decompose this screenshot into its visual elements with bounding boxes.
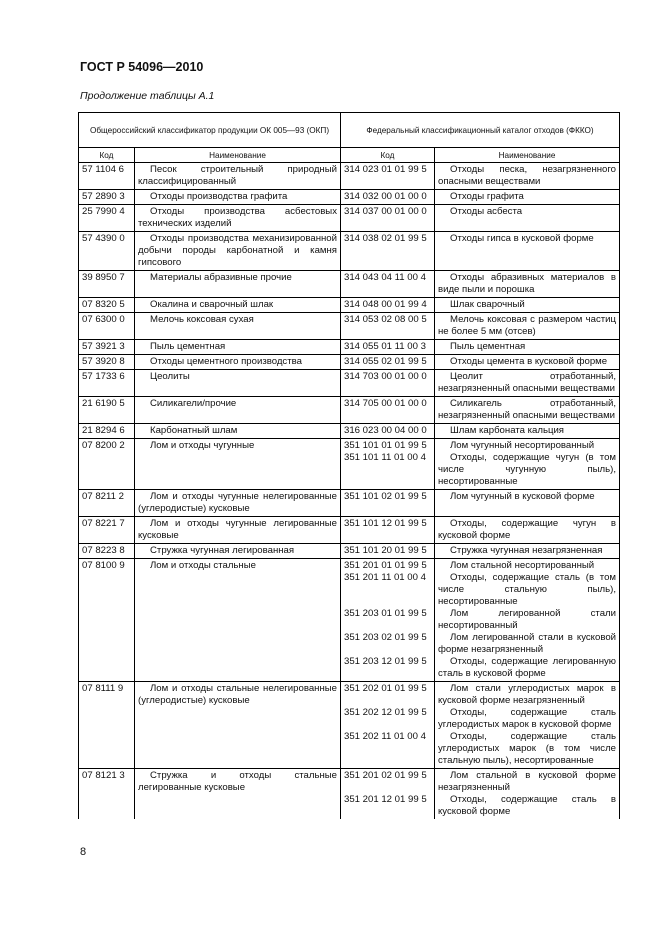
fkko-code: 351 203 01 01 99 5 — [344, 608, 427, 619]
okp-code-cell: 07 6300 0 — [79, 313, 135, 340]
fkko-name: Мелочь коксовая с размером частиц не более 5 мм (отсев) — [438, 314, 617, 337]
fkko-name: Отходы цемента в кусковой форме — [450, 356, 608, 367]
fkko-code: 351 202 01 01 99 5 — [344, 683, 427, 694]
fkko-code: 316 023 00 04 00 0 — [344, 425, 427, 436]
fkko-name-cell — [435, 205, 620, 232]
fkko-code-cell — [341, 271, 435, 298]
table-row — [79, 682, 620, 769]
okp-name-cell: Карбонатный шлам — [135, 424, 341, 439]
okp-code-cell: 07 8100 9 — [79, 559, 135, 682]
okp-code-cell: 07 8223 8 — [79, 544, 135, 559]
fkko-code-cell — [341, 424, 435, 439]
okp-name-cell: Пыль цементная — [135, 340, 341, 355]
fkko-name: Отходы графита — [450, 191, 524, 202]
okp-code-cell: 39 8950 7 — [79, 271, 135, 298]
okp-name-cell: Песок строительный природный классифицированный — [135, 163, 341, 190]
table-row — [79, 163, 620, 190]
fkko-name-cell — [435, 355, 620, 370]
table-row — [79, 544, 620, 559]
fkko-name: Стружка чугунная незагрязненная — [450, 545, 603, 556]
fkko-code-cell — [341, 205, 435, 232]
document-standard-id: ГОСТ Р 54096—2010 — [80, 60, 204, 74]
fkko-name: Шлам карбоната кальция — [450, 425, 564, 436]
fkko-code: 314 053 02 08 00 5 — [344, 314, 427, 325]
fkko-name-cell — [435, 340, 620, 355]
fkko-group-header: Федеральный классификационный каталог отходов (ФККО) — [341, 113, 620, 148]
table-row — [79, 205, 620, 232]
okp-code-cell: 57 3921 3 — [79, 340, 135, 355]
fkko-name-cell — [435, 163, 620, 190]
okp-code-cell: 25 7990 4 — [79, 205, 135, 232]
okp-name-cell: Отходы производства асбестовых технических изделий — [135, 205, 341, 232]
classification-table — [78, 112, 620, 819]
okp-name-header: Наименование — [135, 148, 341, 163]
fkko-name-cell — [435, 271, 620, 298]
okp-name-cell: Лом и отходы чугунные — [135, 439, 341, 490]
fkko-name: Отходы гипса в кусковой форме — [450, 233, 594, 244]
fkko-name: Лом стальной несортированный — [450, 560, 595, 571]
fkko-code-cell — [341, 769, 435, 820]
fkko-name: Лом легированной стали несортированный — [438, 608, 617, 631]
fkko-code: 351 203 12 01 99 5 — [344, 656, 427, 667]
fkko-name: Пыль цементная — [450, 341, 526, 352]
fkko-name: Отходы, содержащие чугун в кусковой форме — [438, 518, 617, 541]
okp-name-cell: Мелочь коксовая сухая — [135, 313, 341, 340]
table-row — [79, 397, 620, 424]
table-row — [79, 313, 620, 340]
fkko-name: Отходы абразивных материалов в виде пыли и порошка — [438, 272, 617, 295]
fkko-name: Отходы песка, незагрязненного опасными веществами — [438, 164, 617, 187]
okp-code-cell: 57 2890 3 — [79, 190, 135, 205]
fkko-code-cell — [341, 397, 435, 424]
fkko-code: 351 201 01 01 99 5 — [344, 560, 427, 571]
okp-code-header: Код — [79, 148, 135, 163]
fkko-code: 314 705 00 01 00 0 — [344, 398, 427, 409]
fkko-name: Лом чугунный несортированный — [450, 440, 595, 451]
table-row — [79, 232, 620, 271]
okp-code-cell: 07 8221 7 — [79, 517, 135, 544]
fkko-code-cell — [341, 313, 435, 340]
table-row — [79, 490, 620, 517]
fkko-code-cell — [341, 163, 435, 190]
fkko-code-cell — [341, 190, 435, 205]
okp-name-cell: Лом и отходы чугунные легированные кусковые — [135, 517, 341, 544]
fkko-code: 314 048 00 01 99 4 — [344, 299, 427, 310]
fkko-name: Лом чугунный в кусковой форме — [450, 491, 595, 502]
table-row — [79, 355, 620, 370]
fkko-code: 351 101 12 01 99 5 — [344, 518, 427, 529]
fkko-code-cell — [341, 517, 435, 544]
table-row — [79, 439, 620, 490]
okp-group-header: Общероссийский классификатор продукции ОК 005—93 (ОКП) — [79, 113, 341, 148]
okp-code-cell: 07 8320 5 — [79, 298, 135, 313]
table-row — [79, 424, 620, 439]
fkko-code: 314 055 01 11 00 3 — [344, 341, 426, 352]
table-body — [79, 163, 620, 820]
fkko-name: Отходы, содержащие чугун (в том числе чугунную пыль), несортированные — [438, 452, 617, 487]
fkko-code: 351 201 02 01 99 5 — [344, 770, 427, 781]
fkko-name: Отходы, содержащие сталь углеродистых марок (в том числе стальную пыль), несортированные — [438, 731, 617, 766]
fkko-name-cell — [435, 190, 620, 205]
fkko-name: Отходы, содержащие сталь (в том числе стальную пыль), несортированные — [438, 572, 617, 607]
fkko-name-cell — [435, 298, 620, 313]
fkko-name-cell — [435, 559, 620, 682]
fkko-name: Цеолит отработанный, незагрязненный опасными веществами — [438, 371, 617, 394]
table-row — [79, 271, 620, 298]
fkko-code-cell — [341, 544, 435, 559]
okp-name-cell: Отходы производства графита — [135, 190, 341, 205]
fkko-code-cell — [341, 439, 435, 490]
fkko-code: 314 037 00 01 00 0 — [344, 206, 427, 217]
okp-name-cell: Лом и отходы стальные нелегированные (углеродистые) кусковые — [135, 682, 341, 769]
table-continuation-caption: Продолжение таблицы А.1 — [80, 90, 215, 102]
table-row — [79, 769, 620, 820]
fkko-name-cell — [435, 517, 620, 544]
fkko-name-cell — [435, 313, 620, 340]
fkko-name-cell — [435, 370, 620, 397]
okp-name-cell: Материалы абразивные прочие — [135, 271, 341, 298]
fkko-name: Лом стали углеродистых марок в кусковой форме незагрязненный — [438, 683, 617, 706]
table-row — [79, 340, 620, 355]
okp-name-cell: Стружка чугунная легированная — [135, 544, 341, 559]
okp-code-cell: 07 8200 2 — [79, 439, 135, 490]
fkko-code: 314 032 00 01 00 0 — [344, 191, 427, 202]
fkko-name-cell — [435, 769, 620, 820]
fkko-name-cell — [435, 424, 620, 439]
fkko-name-cell — [435, 682, 620, 769]
fkko-name: Отходы асбеста — [450, 206, 523, 217]
fkko-code: 351 203 02 01 99 5 — [344, 632, 427, 643]
fkko-name: Отходы, содержащие сталь в кусковой форме — [438, 794, 617, 817]
okp-code-cell: 57 1104 6 — [79, 163, 135, 190]
fkko-name: Отходы, содержащие легированную сталь в кусковой форме — [438, 656, 617, 679]
okp-name-cell: Стружка и отходы стальные легированные кусковые — [135, 769, 341, 820]
fkko-code: 351 101 02 01 99 5 — [344, 491, 427, 502]
table-row — [79, 190, 620, 205]
fkko-code-cell — [341, 232, 435, 271]
fkko-code-cell — [341, 298, 435, 313]
okp-name-cell: Отходы производства механизированной добычи породы карбонатной и камня гипсового — [135, 232, 341, 271]
fkko-code: 351 202 12 01 99 5 — [344, 707, 427, 718]
okp-name-cell: Отходы цементного производства — [135, 355, 341, 370]
fkko-code: 351 202 11 01 00 4 — [344, 731, 426, 742]
fkko-code-cell — [341, 355, 435, 370]
fkko-code: 314 043 04 11 00 4 — [344, 272, 426, 283]
fkko-code: 314 038 02 01 99 5 — [344, 233, 427, 244]
fkko-name-cell — [435, 232, 620, 271]
okp-name-cell: Окалина и сварочный шлак — [135, 298, 341, 313]
fkko-name: Шлак сварочный — [450, 299, 525, 310]
fkko-name-cell — [435, 397, 620, 424]
table-row — [79, 517, 620, 544]
fkko-code-cell — [341, 682, 435, 769]
fkko-code: 351 101 01 01 99 5 — [344, 440, 427, 451]
fkko-name: Отходы, содержащие сталь углеродистых марок в кусковой форме — [438, 707, 617, 730]
okp-name-cell: Лом и отходы чугунные нелегированные (углеродистые) кусковые — [135, 490, 341, 517]
fkko-name: Лом стальной в кусковой форме незагрязненный — [438, 770, 617, 793]
okp-code-cell: 57 1733 6 — [79, 370, 135, 397]
okp-code-cell: 57 3920 8 — [79, 355, 135, 370]
fkko-code-header: Код — [341, 148, 435, 163]
fkko-name-cell — [435, 490, 620, 517]
okp-code-cell: 07 8211 2 — [79, 490, 135, 517]
table-row — [79, 559, 620, 682]
okp-code-cell: 07 8111 9 — [79, 682, 135, 769]
table-row — [79, 298, 620, 313]
okp-code-cell: 21 6190 5 — [79, 397, 135, 424]
fkko-name: Силикагель отработанный, незагрязненный опасными веществами — [438, 398, 617, 421]
fkko-name: Лом легированной стали в кусковой форме незагрязненный — [438, 632, 617, 655]
fkko-code: 351 101 20 01 99 5 — [344, 545, 427, 556]
fkko-code-cell — [341, 490, 435, 517]
fkko-code-cell — [341, 370, 435, 397]
okp-code-cell: 57 4390 0 — [79, 232, 135, 271]
fkko-name-header: Наименование — [435, 148, 620, 163]
okp-name-cell: Лом и отходы стальные — [135, 559, 341, 682]
fkko-code-cell — [341, 340, 435, 355]
fkko-code-cell — [341, 559, 435, 682]
fkko-code: 351 101 11 01 00 4 — [344, 452, 426, 463]
okp-name-cell: Силикагели/прочие — [135, 397, 341, 424]
page-number: 8 — [80, 846, 87, 858]
fkko-code: 351 201 11 01 00 4 — [344, 572, 426, 583]
fkko-code: 314 703 00 01 00 0 — [344, 371, 427, 382]
fkko-name-cell — [435, 544, 620, 559]
okp-name-cell: Цеолиты — [135, 370, 341, 397]
table-row — [79, 370, 620, 397]
fkko-name-cell — [435, 439, 620, 490]
fkko-code: 314 055 02 01 99 5 — [344, 356, 427, 367]
fkko-code: 314 023 01 01 99 5 — [344, 164, 427, 175]
fkko-code: 351 201 12 01 99 5 — [344, 794, 427, 805]
okp-code-cell: 07 8121 3 — [79, 769, 135, 820]
okp-code-cell: 21 8294 6 — [79, 424, 135, 439]
